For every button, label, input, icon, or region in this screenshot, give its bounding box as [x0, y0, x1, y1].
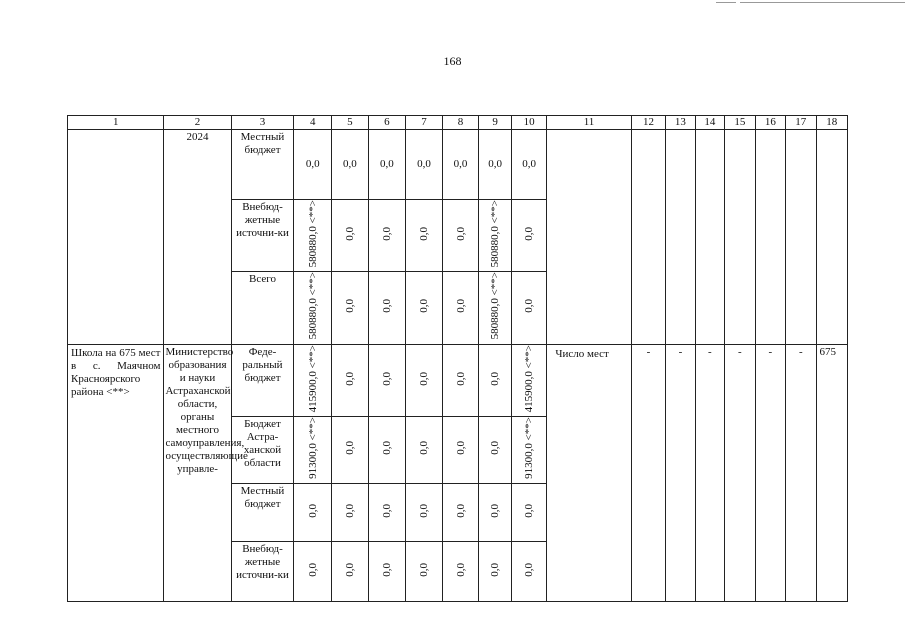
value-cell: 0,0 [368, 484, 406, 542]
value-cell: 0,0 [368, 200, 406, 272]
value-cell: 0,0 [368, 542, 406, 602]
year-value-empty [816, 130, 847, 345]
value-cell: 0,0 [406, 417, 443, 484]
value-cell: 415900,0 <**> [294, 344, 332, 416]
col-header: 4 [294, 116, 332, 130]
value-cell: 0,0 [442, 272, 479, 344]
indicator-cell-empty [547, 130, 631, 345]
value-cell: 0,0 [368, 344, 406, 416]
value-cell: 0,0 [479, 542, 512, 602]
year-value-empty [786, 130, 816, 345]
col-header: 16 [755, 116, 785, 130]
column-number-row [68, 116, 848, 130]
value-cell: 0,0 [368, 130, 406, 200]
col-header: 13 [666, 116, 695, 130]
value-cell: 0,0 [442, 484, 479, 542]
value-cell: 580880,0 <**> [479, 272, 512, 344]
value-cell: 0,0 [442, 344, 479, 416]
col-header: 15 [725, 116, 755, 130]
value-cell: 0,0 [406, 344, 443, 416]
value-cell: 0,0 [406, 542, 443, 602]
value-cell: 91300,0 <**> [294, 417, 332, 484]
value-cell: 0,0 [442, 130, 479, 200]
value-cell: 415900,0 <**> [511, 344, 547, 416]
col-header: 3 [231, 116, 294, 130]
year-cell: 2024 [164, 130, 231, 345]
col-header: 7 [406, 116, 443, 130]
year-value-cell: - [695, 344, 724, 601]
source-label: Внебюд-жетные источни-ки [231, 542, 294, 602]
source-label: Местный бюджет [231, 484, 294, 542]
year-value-cell: - [725, 344, 755, 601]
value-cell: 0,0 [368, 272, 406, 344]
value-cell: 580880,0 <**> [294, 200, 332, 272]
year-value-empty [695, 130, 724, 345]
value-cell: 0,0 [406, 130, 443, 200]
year-value-empty [755, 130, 785, 345]
year-value-cell: - [631, 344, 666, 601]
col-header: 10 [511, 116, 547, 130]
source-label: Всего [231, 272, 294, 344]
object-name-cell: Школа на 675 мест в с. Маячном Красноярского района <**> [68, 344, 164, 601]
total-places-cell: 675 [816, 344, 847, 601]
year-value-cell: - [755, 344, 785, 601]
executor-cell: Министерство образования и науки Астраханской области, органы местного самоуправления, осуществляющие управле- [164, 344, 231, 601]
value-cell: 0,0 [511, 272, 547, 344]
object-cell-empty [68, 130, 164, 345]
value-cell: 0,0 [332, 130, 369, 200]
value-cell: 0,0 [511, 130, 547, 200]
value-cell: 580880,0 <**> [479, 200, 512, 272]
value-cell: 0,0 [294, 484, 332, 542]
value-cell: 0,0 [406, 484, 443, 542]
value-cell: 0,0 [479, 344, 512, 416]
value-cell: 0,0 [479, 417, 512, 484]
value-cell: 0,0 [332, 344, 369, 416]
indicator-cell: Число мест [547, 344, 631, 601]
value-cell: 0,0 [479, 130, 512, 200]
col-header: 1 [68, 116, 164, 130]
col-header: 9 [479, 116, 512, 130]
value-cell: 0,0 [511, 484, 547, 542]
value-cell: 0,0 [406, 272, 443, 344]
year-value-empty [666, 130, 695, 345]
scan-edge-line [740, 2, 905, 3]
source-label: Бюджет Астра-ханской области [231, 417, 294, 484]
page-number: 168 [443, 54, 462, 68]
value-cell: 0,0 [332, 200, 369, 272]
source-label: Внебюд-жетные источни-ки [231, 200, 294, 272]
value-cell: 0,0 [479, 484, 512, 542]
value-cell: 0,0 [294, 542, 332, 602]
table-row [68, 130, 848, 200]
col-header: 11 [547, 116, 631, 130]
source-label: Феде-ральный бюджет [231, 344, 294, 416]
col-header: 6 [368, 116, 406, 130]
value-cell: 0,0 [332, 417, 369, 484]
value-cell: 0,0 [442, 542, 479, 602]
value-cell: 580880,0 <**> [294, 272, 332, 344]
col-header: 2 [164, 116, 231, 130]
table-row [68, 344, 848, 416]
value-cell: 0,0 [368, 417, 406, 484]
col-header: 14 [695, 116, 724, 130]
scan-edge-line [716, 2, 736, 3]
value-cell: 0,0 [332, 272, 369, 344]
col-header: 12 [631, 116, 666, 130]
source-label: Местный бюджет [231, 130, 294, 200]
col-header: 18 [816, 116, 847, 130]
year-value-empty [631, 130, 666, 345]
col-header: 5 [332, 116, 369, 130]
col-header: 8 [442, 116, 479, 130]
value-cell: 0,0 [406, 200, 443, 272]
col-header: 17 [786, 116, 816, 130]
value-cell: 0,0 [332, 484, 369, 542]
value-cell: 0,0 [332, 542, 369, 602]
value-cell: 0,0 [442, 417, 479, 484]
value-cell: 0,0 [511, 542, 547, 602]
value-cell: 0,0 [294, 130, 332, 200]
value-cell: 91300,0 <**> [511, 417, 547, 484]
program-table [67, 115, 848, 602]
year-value-empty [725, 130, 755, 345]
value-cell: 0,0 [511, 200, 547, 272]
year-value-cell: - [786, 344, 816, 601]
value-cell: 0,0 [442, 200, 479, 272]
year-value-cell: - [666, 344, 695, 601]
